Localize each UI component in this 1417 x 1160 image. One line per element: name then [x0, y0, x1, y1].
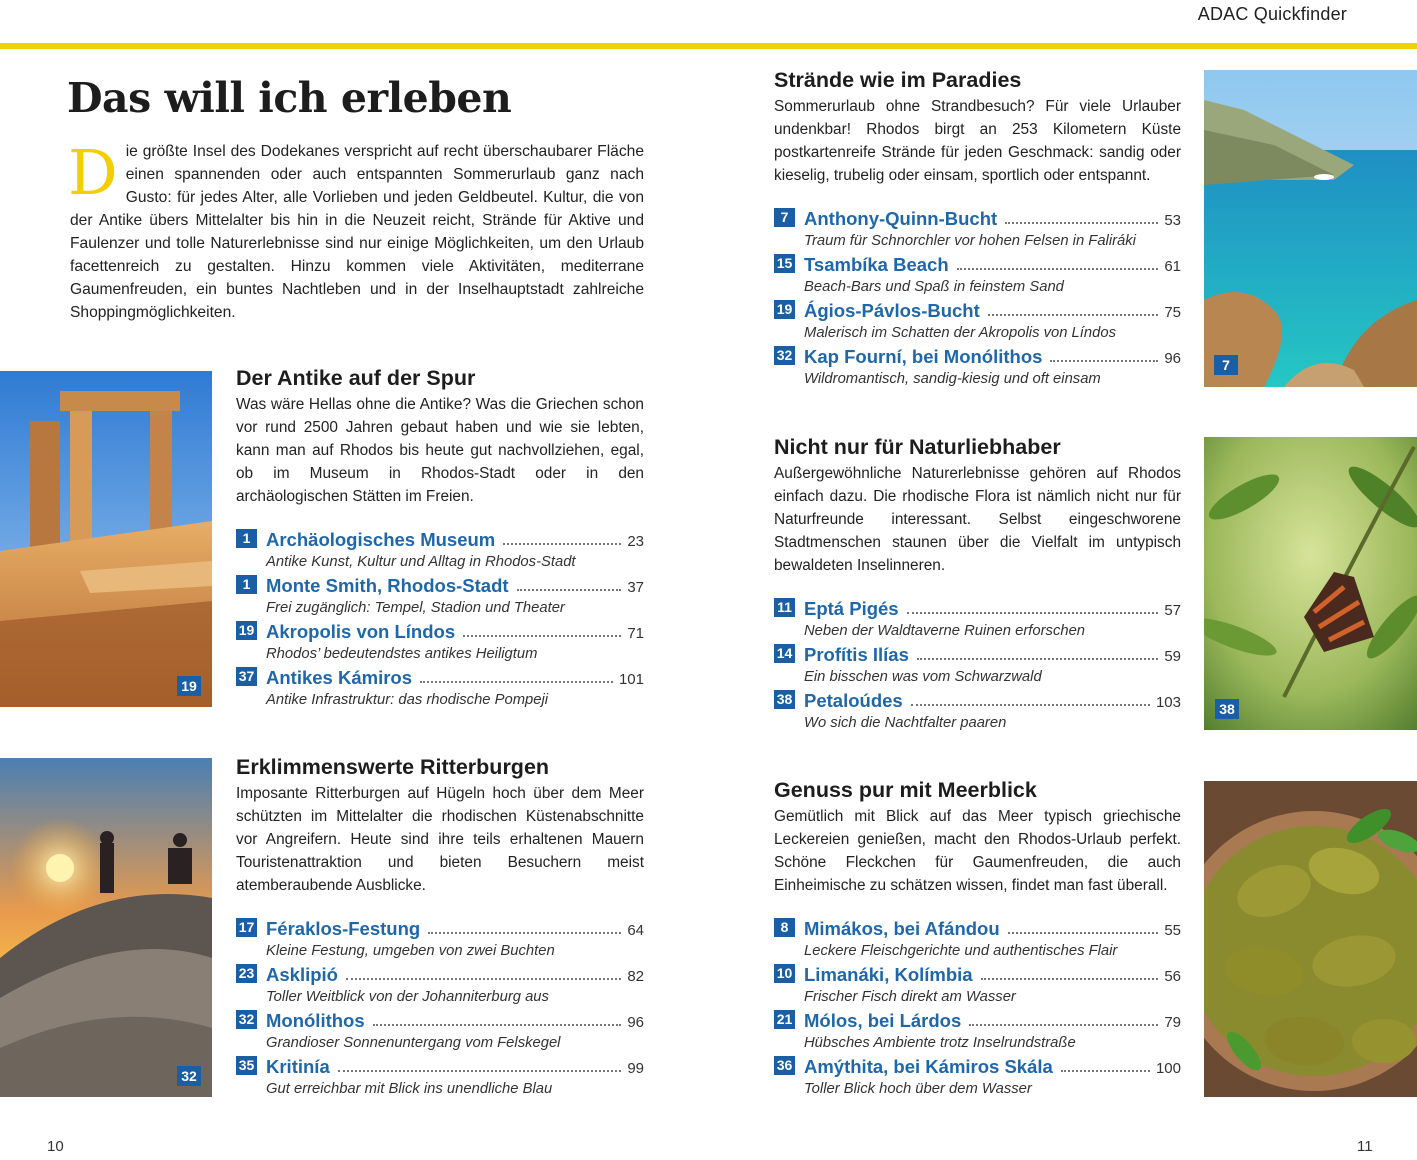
photo-genuss: [1204, 781, 1417, 1097]
dot-leader: [503, 543, 621, 545]
list-item[interactable]: [236, 1054, 644, 1100]
dot-leader: [981, 978, 1159, 980]
entry-description: Leckere Fleischgerichte und authentisches Flair: [804, 943, 1118, 959]
page-number: 55: [1164, 922, 1181, 939]
section-title: Erklimmenswerte Ritterburgen: [236, 755, 550, 779]
dot-leader: [1008, 932, 1159, 934]
list-item[interactable]: [236, 665, 644, 711]
entry-list: [774, 916, 1181, 1100]
page-number: 59: [1164, 648, 1181, 665]
section-title: Genuss pur mit Meerblick: [774, 778, 1037, 802]
section-title: Nicht nur für Naturliebhaber: [774, 435, 1061, 459]
section-text: Was wäre Hellas ohne die Antike? Was die Griechen schon vor rund 2500 Jahren gebaut haben und wie sie lebten, kann man auf Rhodos bis heute gut nachvollziehen, egal, ob im Museum in Rhodos-Stadt oder in den archäologischen Stätten im Freien.: [236, 396, 644, 505]
page-number: 57: [1164, 602, 1181, 619]
entry-name[interactable]: Akropolis von Líndos: [266, 621, 456, 642]
entry-name[interactable]: Kritinía: [266, 1056, 330, 1077]
dropcap: D: [68, 136, 118, 209]
page-number: 101: [618, 671, 644, 688]
dot-leader: [917, 658, 1158, 660]
entry-description: Kleine Festung, umgeben von zwei Buchten: [266, 943, 555, 959]
section-antike: [236, 364, 644, 711]
page-number: 96: [627, 1014, 644, 1031]
dot-leader: [1061, 1070, 1150, 1072]
section-title: Strände wie im Paradies: [774, 68, 1022, 92]
list-item[interactable]: [774, 344, 1181, 390]
photo-badge: 32: [177, 1066, 201, 1086]
page-number: 79: [1164, 1014, 1181, 1031]
dot-leader: [463, 635, 621, 637]
list-item[interactable]: [774, 642, 1181, 688]
section-ritterburgen: [236, 753, 644, 1100]
page-number: 103: [1155, 694, 1181, 711]
dot-leader: [420, 681, 613, 683]
number-badge: 7: [774, 208, 795, 227]
list-item[interactable]: [774, 298, 1181, 344]
entry-list: [236, 916, 644, 1100]
list-item[interactable]: [774, 252, 1181, 298]
dot-leader: [517, 589, 622, 591]
entry-list: [236, 527, 644, 711]
number-badge: 32: [236, 1010, 257, 1029]
entry-name[interactable]: Limanáki, Kolímbia: [804, 964, 973, 985]
section-text: Außergewöhnliche Naturerlebnisse gehören auf Rhodos einfach dazu. Die rhodische Flora ist nämlich nicht nur für Naturfreunde interessant. Selbst eingeschworene Stadtmenschen staunen über die Vielfalt im untypisch bewaldeten Inselinneren.: [774, 465, 1181, 574]
page-number: 53: [1164, 212, 1181, 229]
photo-badge: 19: [177, 676, 201, 696]
entry-name[interactable]: Mimákos, bei Afándou: [804, 918, 1000, 939]
moth-image: [1204, 437, 1417, 730]
number-badge: 8: [774, 918, 795, 937]
entry-name[interactable]: Ágios-Pávlos-Bucht: [804, 300, 980, 321]
list-item[interactable]: [774, 962, 1181, 1008]
number-badge: 14: [774, 644, 795, 663]
photo-badge: 7: [1214, 355, 1238, 375]
page-number: 82: [627, 968, 644, 985]
section-text: Sommerurlaub ohne Strandbesuch? Für viele Urlauber undenkbar! Rhodos birgt an 253 Kilometern Küste postkartenreife Strände für jeden Geschmack: sandig oder kieselig, trubelig oder einsam, sportlich oder entspannt.: [774, 98, 1181, 184]
intro-paragraph: [68, 136, 644, 324]
number-badge: 38: [774, 690, 795, 709]
section-text: Gemütlich mit Blick auf das Meer typisch griechische Leckereien genießen, macht den Rhodos-Urlaub perfekt. Schöne Fleckchen für Gaumenfreuden, die auch Einheimische zu schätzen wissen, findet man fast überall.: [774, 808, 1181, 894]
list-item[interactable]: [774, 688, 1181, 734]
dot-leader: [338, 1070, 622, 1072]
number-badge: 37: [236, 667, 257, 686]
dot-leader: [428, 932, 621, 934]
number-badge: 35: [236, 1056, 257, 1075]
photo-natur: [1204, 437, 1417, 730]
entry-name[interactable]: Anthony-Quinn-Bucht: [804, 208, 998, 229]
entry-description: Beach-Bars und Spaß in feinstem Sand: [804, 279, 1064, 295]
page-number: 64: [627, 922, 644, 939]
section-title: Der Antike auf der Spur: [236, 366, 476, 390]
entry-description: Toller Weitblick von der Johanniterburg aus: [266, 989, 549, 1005]
number-badge: 10: [774, 964, 795, 983]
page-number: 75: [1164, 304, 1181, 321]
dot-leader: [988, 314, 1159, 316]
entry-description: Hübsches Ambiente trotz Inselrundstraße: [804, 1035, 1076, 1051]
number-badge: 1: [236, 575, 257, 594]
entry-description: Grandioser Sonnenuntergang vom Felskegel: [266, 1035, 561, 1051]
entry-description: Wo sich die Nachtfalter paaren: [804, 715, 1007, 731]
photo-badge: 38: [1215, 699, 1239, 719]
dot-leader: [957, 268, 1159, 270]
list-item[interactable]: [236, 573, 644, 619]
page-number: 56: [1164, 968, 1181, 985]
beach-image: [1204, 70, 1417, 387]
list-item[interactable]: [236, 1008, 644, 1054]
entry-name[interactable]: Amýthita, bei Kámiros Skála: [804, 1056, 1053, 1077]
section-straende: [774, 66, 1181, 390]
list-item[interactable]: [236, 527, 644, 573]
entry-name[interactable]: Monólithos: [266, 1010, 365, 1031]
page-number: 61: [1164, 258, 1181, 275]
photo-ritterburgen: [0, 758, 212, 1097]
number-badge: 17: [236, 918, 257, 937]
section-natur: [774, 433, 1181, 734]
entry-description: Frei zugänglich: Tempel, Stadion und Theater: [266, 600, 565, 616]
dot-leader: [907, 612, 1159, 614]
entry-description: Malerisch im Schatten der Akropolis von Líndos: [804, 325, 1116, 341]
entry-name[interactable]: Tsambíka Beach: [804, 254, 949, 275]
section-genuss: [774, 776, 1181, 1100]
list-item[interactable]: [774, 1054, 1181, 1100]
entry-name[interactable]: Eptá Pigés: [804, 598, 899, 619]
page-number: 96: [1164, 350, 1181, 367]
page-number: 100: [1155, 1060, 1181, 1077]
entry-name[interactable]: Mólos, bei Lárdos: [804, 1010, 962, 1031]
entry-description: Rhodos’ bedeutendstes antikes Heiligtum: [266, 646, 538, 662]
entry-name[interactable]: Kap Fourní, bei Monólithos: [804, 346, 1043, 367]
intro-text: ie größte Insel des Dodekanes verspricht auf recht überschaubarer Fläche einen spannenden oder auch entspannten Sommerurlaub ganz nach Gusto: für jedes Alter, alle Vorlieben und jeden Geldbeutel. Kultur, die von der Antike übers Mittelalter bis hin in die Neuzeit reicht, Strände für Aktive und Faulenzer und tolle Naturerlebnisse sind nur einige Möglichkeiten, um den Urlaub facettenreich zu gestalten. Hinzu kommen viele Aktivitäten, mediterrane Gaumenfreuden, ein buntes Nachtleben und in der Inselhauptstadt zahlreiche Shoppingmöglichkeiten.: [70, 143, 644, 321]
dot-leader: [911, 704, 1150, 706]
number-badge: 21: [774, 1010, 795, 1029]
entry-name[interactable]: Monte Smith, Rhodos-Stadt: [266, 575, 509, 596]
number-badge: 36: [774, 1056, 795, 1075]
dot-leader: [1005, 222, 1158, 224]
number-badge: 23: [236, 964, 257, 983]
list-item[interactable]: [774, 916, 1181, 962]
entry-name[interactable]: Profítis Ilías: [804, 644, 909, 665]
photo-antike: [0, 371, 212, 707]
entry-list: [774, 596, 1181, 734]
number-badge: 19: [236, 621, 257, 640]
entry-name[interactable]: Féraklos-Festung: [266, 918, 421, 939]
entry-description: Neben der Waldtaverne Ruinen erforschen: [804, 623, 1086, 639]
entry-name[interactable]: Asklipió: [266, 964, 338, 985]
dolmades-image: [1204, 781, 1417, 1097]
entry-name[interactable]: Archäologisches Museum: [266, 529, 496, 550]
page-number: 37: [627, 579, 644, 596]
list-item[interactable]: [774, 206, 1181, 252]
page-number: 71: [627, 625, 644, 642]
number-badge: 15: [774, 254, 795, 273]
page-number: 23: [627, 533, 644, 550]
entry-name[interactable]: Antikes Kámiros: [266, 667, 412, 688]
dot-leader: [969, 1024, 1158, 1026]
list-item[interactable]: [774, 596, 1181, 642]
list-item[interactable]: [236, 962, 644, 1008]
number-badge: 19: [774, 300, 795, 319]
running-header: ADAC Quickfinder: [1197, 4, 1347, 24]
sunset-image: [0, 758, 212, 1097]
page-number: 99: [627, 1060, 644, 1077]
entry-description: Traum für Schnorchler vor hohen Felsen in Faliráki: [804, 233, 1136, 249]
number-badge: 11: [774, 598, 795, 617]
entry-description: Ein bisschen was vom Schwarzwald: [804, 669, 1042, 685]
dot-leader: [346, 978, 621, 980]
entry-description: Wildromantisch, sandig-kiesig und oft einsam: [804, 371, 1101, 387]
temple-image: [0, 371, 212, 707]
entry-description: Toller Blick hoch über dem Wasser: [804, 1081, 1032, 1097]
page-number-left: 10: [47, 1138, 64, 1155]
list-item[interactable]: [774, 1008, 1181, 1054]
list-item[interactable]: [236, 916, 644, 962]
yellow-rule: [0, 43, 1417, 49]
section-text: Imposante Ritterburgen auf Hügeln hoch über dem Meer schützten im Mittelalter die rhodischen Küstenabschnitte vor Angreifern. Heute sind ihre teils erhaltenen Mauern Touristenattraktion und bieten Besuchern meist atemberaubende Ausblicke.: [236, 785, 644, 894]
entry-description: Gut erreichbar mit Blick ins unendliche Blau: [266, 1081, 553, 1097]
dot-leader: [1050, 360, 1158, 362]
entry-description: Frischer Fisch direkt am Wasser: [804, 989, 1016, 1005]
page-number-right: 11: [1357, 1138, 1373, 1155]
entry-list: [774, 206, 1181, 390]
page-title: Das will ich erleben: [67, 74, 512, 122]
number-badge: 32: [774, 346, 795, 365]
number-badge: 1: [236, 529, 257, 548]
entry-description: Antike Kunst, Kultur und Alltag in Rhodos-Stadt: [266, 554, 576, 570]
photo-straende: [1204, 70, 1417, 387]
list-item[interactable]: [236, 619, 644, 665]
dot-leader: [373, 1024, 622, 1026]
entry-description: Antike Infrastruktur: das rhodische Pompeji: [266, 692, 549, 708]
entry-name[interactable]: Petaloúdes: [804, 690, 903, 711]
